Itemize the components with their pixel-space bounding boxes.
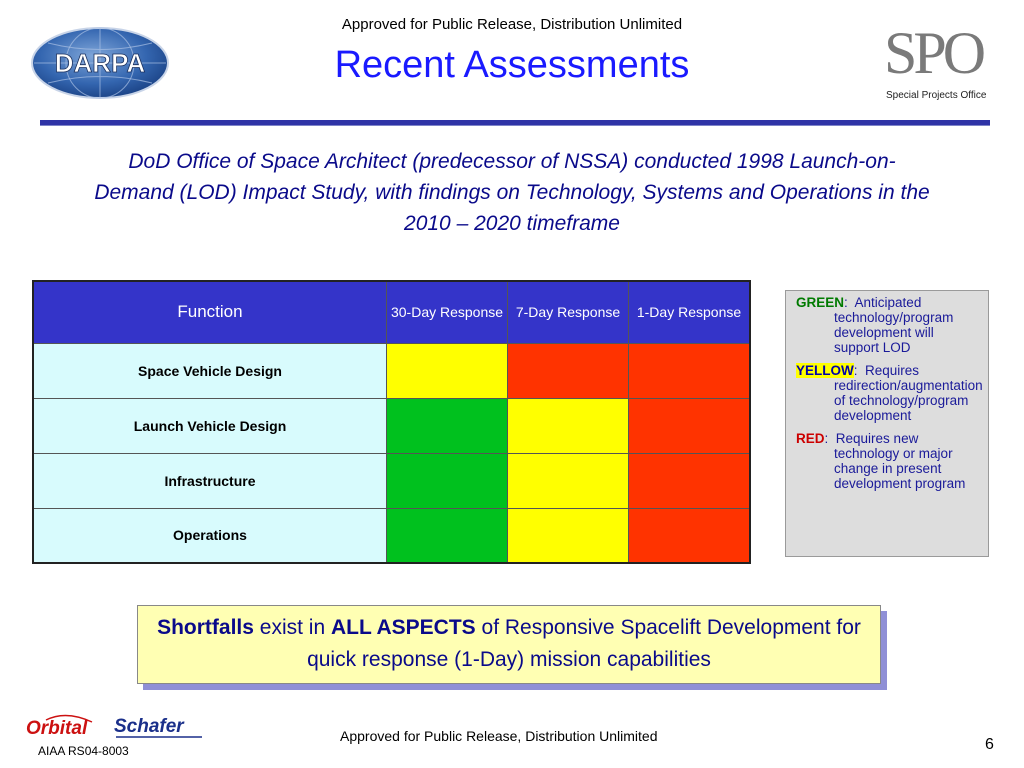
rating-cell (508, 453, 629, 508)
table-row (33, 343, 750, 398)
rating-cell (629, 343, 751, 398)
rating-cell (508, 508, 629, 563)
legend-text-green: Anticipated technology/program development will support LOD (834, 295, 954, 355)
header-7-day: 7-Day Response (508, 281, 629, 343)
assessment-table (32, 280, 751, 564)
spo-logo-letters: SPO (884, 20, 983, 86)
rating-legend (785, 290, 989, 557)
rating-cell (629, 508, 751, 563)
row-function-label: Launch Vehicle Design (33, 398, 387, 453)
legend-text-red: Requires new technology or major change in present development program (834, 431, 966, 491)
legend-key-red: RED (796, 431, 825, 446)
rating-cell (387, 453, 508, 508)
rating-cell (508, 343, 629, 398)
row-function-label: Space Vehicle Design (33, 343, 387, 398)
legend-key-yellow: YELLOW (796, 363, 854, 378)
table-header-row (33, 281, 750, 343)
table-row (33, 398, 750, 453)
orbital-logo: Orbital (26, 718, 88, 739)
title-divider (40, 120, 990, 126)
row-function-label: Operations (33, 508, 387, 563)
document-id: AIAA RS04-8003 (38, 744, 129, 758)
rating-cell (629, 398, 751, 453)
legend-item-red: RED: Requires new technology or major change in present development program (796, 431, 966, 491)
legend-text-yellow: Requires redirection/augmentation of technology/program development (834, 363, 983, 423)
page-title: Recent Assessments (334, 44, 690, 86)
rating-cell (387, 508, 508, 563)
shortfall-callout (137, 605, 881, 684)
shortfall-bold-1: Shortfalls (157, 616, 254, 639)
shortfall-text-1: exist in (259, 616, 326, 639)
header-1-day: 1-Day Response (629, 281, 751, 343)
page-number: 6 (985, 736, 994, 753)
header-function: Function (33, 281, 387, 343)
table-row (33, 453, 750, 508)
spo-logo-subtitle: Special Projects Office (886, 90, 987, 101)
row-function-label: Infrastructure (33, 453, 387, 508)
legend-item-yellow: YELLOW: Requires redirection/augmentation of technology/program development (796, 363, 983, 423)
rating-cell (629, 453, 751, 508)
legend-item-green: GREEN: Anticipated technology/program development will support LOD (796, 295, 954, 355)
header-30-day: 30-Day Response (387, 281, 508, 343)
table-row (33, 508, 750, 563)
rating-cell (508, 398, 629, 453)
intro-paragraph: DoD Office of Space Architect (predecessor of NSSA) conducted 1998 Launch-on-Demand (LOD) Impact Study, with findings on Technology, Systems and Operations in the 2010 – 2020 timeframe (94, 150, 930, 235)
rating-cell (387, 398, 508, 453)
darpa-logo-text: DARPA (54, 48, 146, 78)
spo-logo (880, 20, 1010, 104)
partner-logos (26, 712, 206, 742)
darpa-logo (30, 26, 170, 100)
shortfall-text-2: of Responsive Spacelift Development for quick response (1-Day) mission capabilities (307, 616, 861, 671)
header-release-notice: Approved for Public Release, Distribution Unlimited (341, 16, 683, 33)
shortfall-bold-2: ALL ASPECTS (331, 616, 476, 639)
footer-release-notice: Approved for Public Release, Distribution Unlimited (340, 728, 658, 744)
rating-cell (387, 343, 508, 398)
legend-key-green: GREEN (796, 295, 845, 310)
schafer-logo: Schafer (114, 716, 184, 737)
